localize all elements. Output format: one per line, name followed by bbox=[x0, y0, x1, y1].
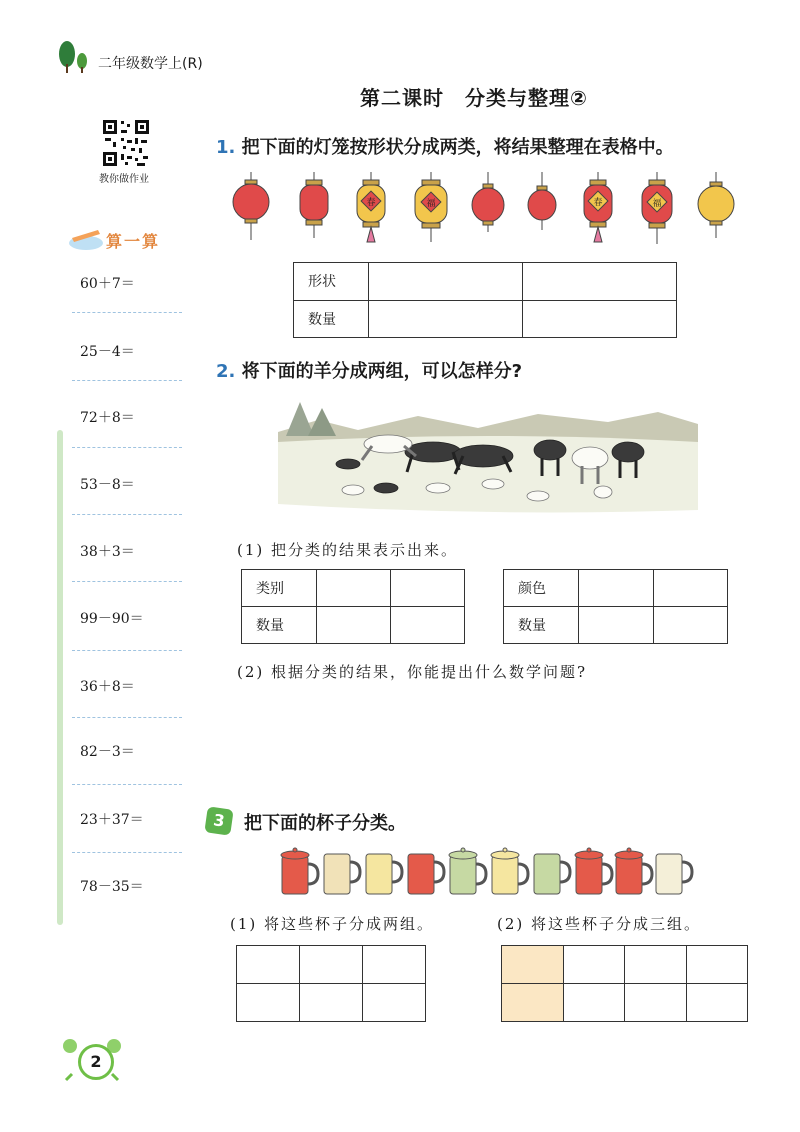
divider bbox=[72, 447, 182, 448]
calc-item: 23＋37＝ bbox=[80, 812, 144, 828]
q2-table-a bbox=[241, 569, 465, 644]
q3-table-cell[interactable] bbox=[300, 984, 363, 1022]
sidebar-strip bbox=[57, 430, 63, 925]
q3-table-cell[interactable] bbox=[563, 984, 625, 1022]
q2-table-a-row-label: 类别 bbox=[242, 570, 317, 607]
sidebar-heading: 算一算 bbox=[106, 232, 161, 251]
q3-table-cell[interactable] bbox=[625, 946, 687, 984]
q3-table-two-groups bbox=[236, 945, 426, 1022]
q3-table-cell[interactable] bbox=[363, 984, 426, 1022]
q1-table-cell[interactable] bbox=[523, 300, 677, 338]
calc-item: 25－4＝ bbox=[80, 344, 135, 360]
q3-title: 把下面的杯子分类。 bbox=[244, 813, 406, 834]
calc-item: 82－3＝ bbox=[80, 744, 135, 760]
q2-table-b-row-label: 数量 bbox=[504, 607, 579, 644]
page-number: 2 bbox=[78, 1044, 114, 1080]
q1-table-cell[interactable] bbox=[369, 300, 523, 338]
book-title: 二年级数学上(R) bbox=[98, 56, 203, 72]
q2-table-a-cell[interactable] bbox=[317, 570, 391, 607]
qr-code-icon[interactable] bbox=[101, 118, 151, 168]
q2-table-b-cell[interactable] bbox=[579, 607, 654, 644]
q2-table-a-row-label: 数量 bbox=[242, 607, 317, 644]
divider bbox=[72, 312, 182, 313]
divider bbox=[72, 514, 182, 515]
cups-illustration bbox=[278, 846, 698, 898]
calc-item: 78－35＝ bbox=[80, 879, 144, 895]
q3-table-cell[interactable] bbox=[237, 984, 300, 1022]
goats-illustration bbox=[278, 392, 698, 514]
q3-table-three-groups bbox=[501, 945, 748, 1022]
q2-table-b-row-label: 颜色 bbox=[504, 570, 579, 607]
cup-red-lidded-icon bbox=[615, 848, 652, 894]
divider bbox=[72, 581, 182, 582]
calc-item: 53－8＝ bbox=[80, 477, 135, 493]
q2-table-b bbox=[503, 569, 728, 644]
lantern-char: 春 bbox=[593, 198, 603, 208]
cup-red-icon bbox=[408, 854, 444, 894]
lantern-round-gold-icon bbox=[698, 172, 734, 238]
lantern-long-red-icon bbox=[300, 172, 328, 238]
lantern-round-red-icon bbox=[528, 172, 556, 230]
q3-table-cell[interactable] bbox=[502, 984, 564, 1022]
q3-table-cell[interactable] bbox=[502, 946, 564, 984]
divider bbox=[72, 650, 182, 651]
q3-number-badge: 3 bbox=[204, 806, 233, 835]
cup-red-lidded-icon bbox=[575, 848, 612, 894]
q2-table-b-cell[interactable] bbox=[579, 570, 654, 607]
lantern-round-red-icon bbox=[233, 172, 269, 240]
cup-cream-icon bbox=[656, 854, 692, 894]
calc-item: 36＋8＝ bbox=[80, 679, 135, 695]
q1-number: 1. bbox=[216, 137, 236, 158]
q3-table-cell[interactable] bbox=[363, 946, 426, 984]
lanterns-illustration bbox=[226, 172, 746, 250]
tree-icon bbox=[54, 40, 94, 76]
divider bbox=[72, 717, 182, 718]
cup-yellow-lidded-icon bbox=[491, 848, 528, 894]
lantern-char: 福 bbox=[426, 199, 436, 209]
q1-table-cell[interactable] bbox=[369, 263, 523, 301]
q1-table-row-label: 形状 bbox=[294, 263, 369, 301]
q3-table-cell[interactable] bbox=[563, 946, 625, 984]
q1-table bbox=[293, 262, 677, 338]
calc-item: 72＋8＝ bbox=[80, 410, 135, 426]
calc-item: 38＋3＝ bbox=[80, 544, 135, 560]
q2-table-a-cell[interactable] bbox=[391, 607, 465, 644]
q1-table-row-label: 数量 bbox=[294, 300, 369, 338]
cup-green-icon bbox=[534, 854, 570, 894]
q1-title bbox=[216, 133, 674, 159]
q3-table-cell[interactable] bbox=[300, 946, 363, 984]
q2-number: 2. bbox=[216, 361, 236, 382]
cloud-pencil-icon bbox=[66, 226, 106, 252]
q1-table-cell[interactable] bbox=[523, 263, 677, 301]
q3-table-cell[interactable] bbox=[237, 946, 300, 984]
divider bbox=[72, 852, 182, 853]
q3-table-cell[interactable] bbox=[625, 984, 687, 1022]
divider bbox=[72, 380, 182, 381]
cup-yellow-icon bbox=[366, 854, 402, 894]
lantern-round-red-icon bbox=[472, 172, 504, 232]
q3-sub1: (1) 将这些杯子分成两组。 bbox=[230, 915, 435, 933]
lantern-char: 福 bbox=[652, 199, 662, 209]
q2-table-a-cell[interactable] bbox=[391, 570, 465, 607]
lantern-char: 春 bbox=[366, 198, 376, 208]
calc-item: 99－90＝ bbox=[80, 611, 144, 627]
q2-sub1: (1) 把分类的结果表示出来。 bbox=[237, 541, 459, 559]
q2-table-a-cell[interactable] bbox=[317, 607, 391, 644]
q2-text: 将下面的羊分成两组，可以怎样分? bbox=[241, 361, 523, 382]
q2-table-b-cell[interactable] bbox=[653, 570, 728, 607]
q2-table-b-cell[interactable] bbox=[653, 607, 728, 644]
calc-item: 60＋7＝ bbox=[80, 276, 135, 292]
qr-label: 教你做作业 bbox=[99, 174, 149, 185]
cup-tan-icon bbox=[324, 854, 360, 894]
q2-title bbox=[216, 357, 522, 383]
q3-sub2: (2) 将这些杯子分成三组。 bbox=[497, 915, 702, 933]
q1-text: 把下面的灯笼按形状分成两类，将结果整理在表格中。 bbox=[241, 137, 674, 158]
cup-red-lidded-icon bbox=[281, 848, 318, 894]
lesson-title: 第二课时 分类与整理② bbox=[360, 86, 588, 110]
divider bbox=[72, 784, 182, 785]
q3-table-cell[interactable] bbox=[686, 946, 748, 984]
cup-green-lidded-icon bbox=[449, 848, 486, 894]
q3-table-cell[interactable] bbox=[686, 984, 748, 1022]
q2-sub2: (2) 根据分类的结果，你能提出什么数学问题? bbox=[237, 663, 588, 681]
